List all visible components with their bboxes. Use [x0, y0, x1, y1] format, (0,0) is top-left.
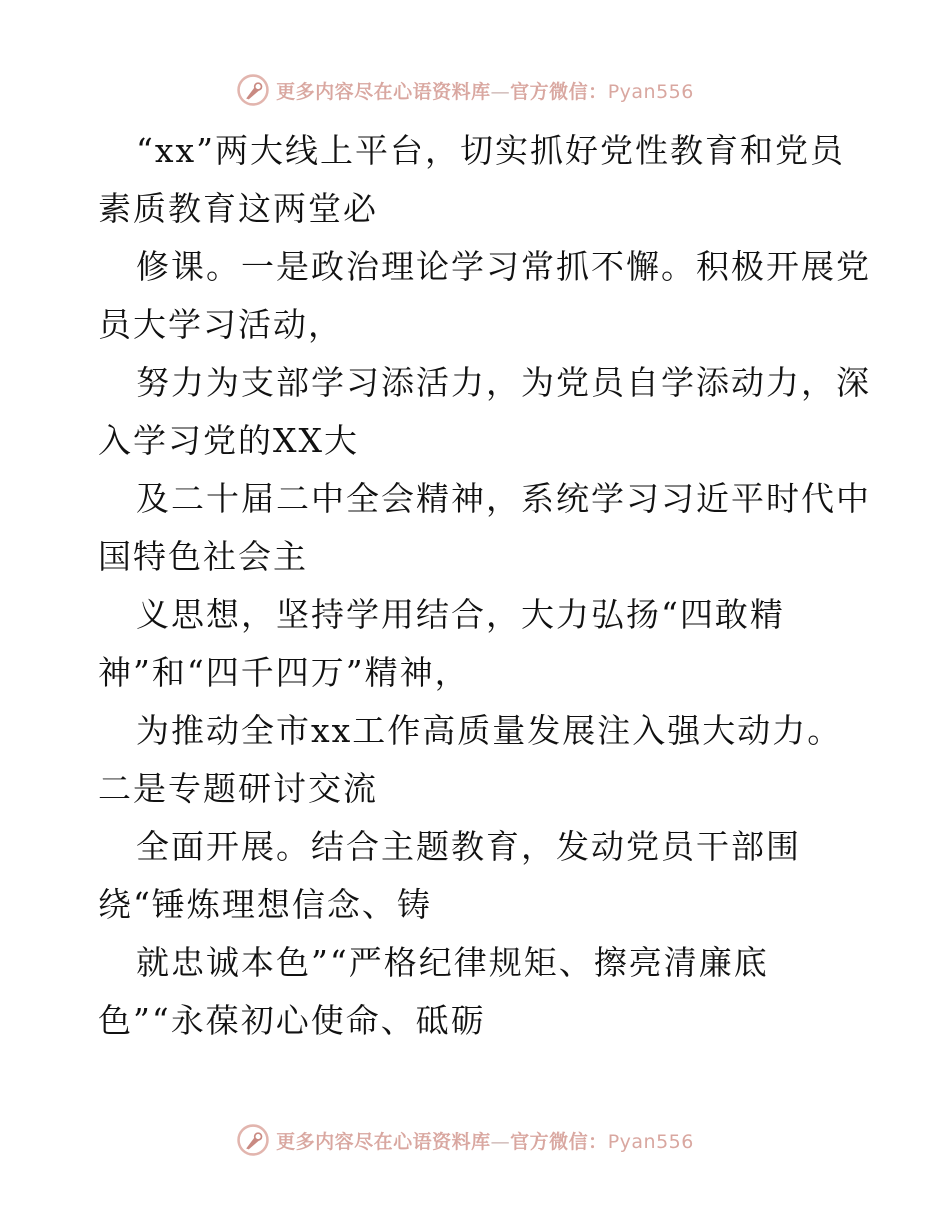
body-line: 全面开展。结合主题教育，发动党员干部围: [136, 827, 801, 866]
body-line: 入学习党的XX大: [98, 421, 359, 460]
body-line: 义思想，坚持学用结合，大力弘扬“四敢精: [136, 595, 785, 634]
body-line: 员大学习活动，: [98, 305, 343, 344]
body-line: 就忠诚本色”“严格纪律规矩、擦亮清廉底: [136, 943, 769, 982]
document-body: [98, 122, 871, 1050]
body-line: 神”和“四千四万”精神，: [98, 653, 470, 692]
body-line: 为推动全市xx工作高质量发展注入强大动力。: [136, 711, 843, 750]
footer-watermark: [0, 1120, 950, 1160]
watermark-text: 更多内容尽在心语资料库—官方微信：Pyan556: [276, 80, 694, 103]
body-line: 绕“锤炼理想信念、铸: [98, 885, 432, 924]
body-line: 努力为支部学习添活力，为党员自学添动力，深: [136, 363, 871, 402]
body-line: 素质教育这两堂必: [98, 189, 378, 228]
header-watermark: [0, 70, 950, 110]
pen-nib-logo-icon: [236, 73, 270, 107]
body-line: 二是专题研讨交流: [98, 769, 378, 808]
body-line: “xx”两大线上平台，切实抓好党性教育和党员: [136, 131, 845, 170]
body-line: 色”“永葆初心使命、砥砺: [98, 1001, 486, 1040]
body-line: 及二十届二中全会精神，系统学习习近平时代中: [136, 479, 871, 518]
body-line: 国特色社会主: [98, 537, 308, 576]
pen-nib-logo-icon: [236, 1123, 270, 1157]
body-line: 修课。一是政治理论学习常抓不懈。积极开展党: [136, 247, 871, 286]
watermark-text: 更多内容尽在心语资料库—官方微信：Pyan556: [276, 1130, 694, 1153]
